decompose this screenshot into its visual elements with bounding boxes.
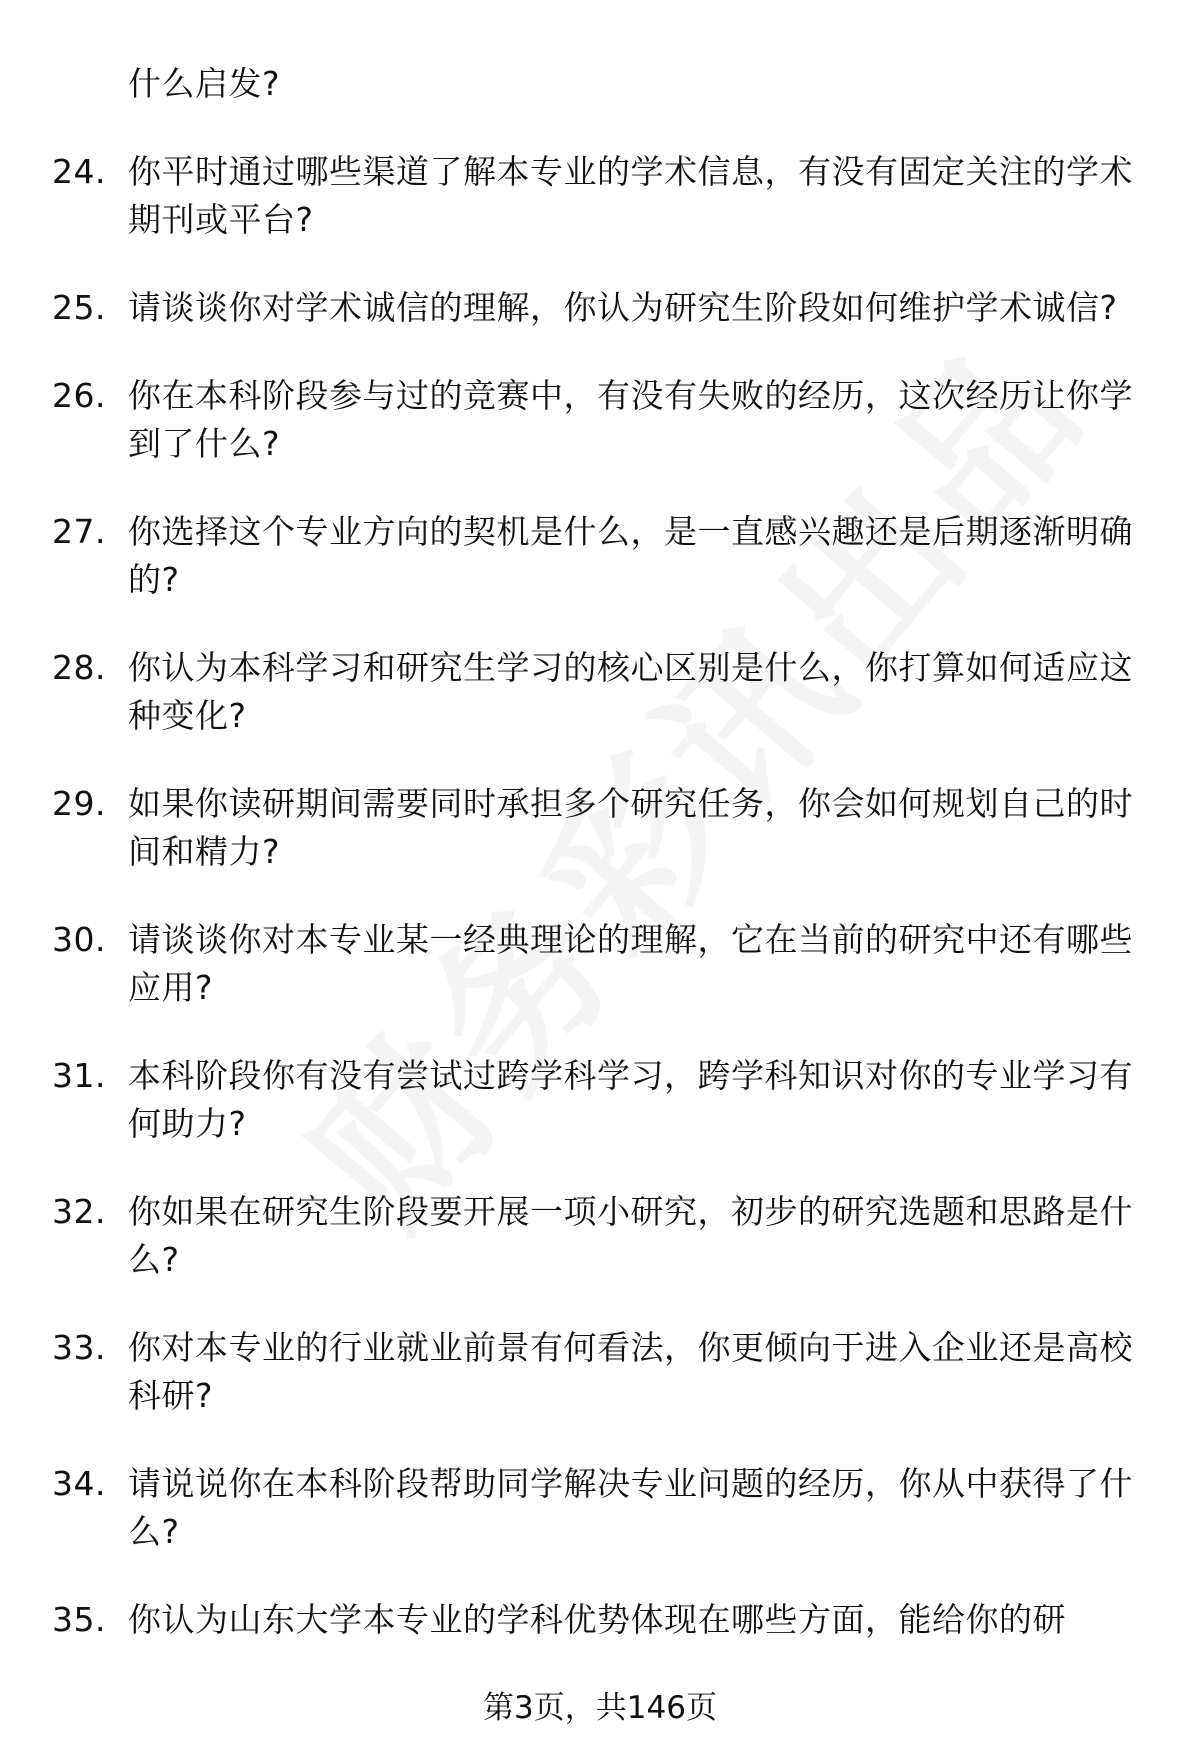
question-number: 32. xyxy=(52,1192,106,1231)
question-text: 本科阶段你有没有尝试过跨学科学习，跨学科知识对你的专业学习有何助力? xyxy=(128,1056,1133,1143)
question-number: 26. xyxy=(52,376,106,415)
question-text: 如果你读研期间需要同时承担多个研究任务，你会如何规划自己的时间和精力? xyxy=(128,784,1133,871)
question-item-24 xyxy=(52,148,1152,244)
question-text: 你在本科阶段参与过的竞赛中，有没有失败的经历，这次经历让你学到了什么? xyxy=(128,376,1133,463)
question-text: 你认为山东大学本专业的学科优势体现在哪些方面，能给你的研 xyxy=(128,1600,1066,1639)
page-indicator: 第3页，共146页 xyxy=(483,1690,717,1726)
question-item-26 xyxy=(52,372,1152,468)
question-text: 你选择这个专业方向的契机是什么，是一直感兴趣还是后期逐渐明确的? xyxy=(128,512,1133,599)
question-item-32 xyxy=(52,1188,1152,1284)
question-item-33 xyxy=(52,1324,1152,1420)
question-number: 28. xyxy=(52,648,106,687)
question-text: 你认为本科学习和研究生学习的核心区别是什么，你打算如何适应这种变化? xyxy=(128,648,1133,735)
question-number: 25. xyxy=(52,288,106,327)
question-item-31 xyxy=(52,1052,1152,1148)
question-item-35 xyxy=(52,1596,1152,1644)
continuation-text: 什么启发? xyxy=(128,64,281,103)
question-item-29 xyxy=(52,780,1152,876)
question-text: 你对本专业的行业就业前景有何看法，你更倾向于进入企业还是高校科研? xyxy=(128,1328,1133,1415)
question-number: 35. xyxy=(52,1600,106,1639)
question-item-34 xyxy=(52,1460,1152,1556)
question-number: 31. xyxy=(52,1056,106,1095)
question-text: 你如果在研究生阶段要开展一项小研究，初步的研究选题和思路是什么? xyxy=(128,1192,1133,1279)
question-number: 34. xyxy=(52,1464,106,1503)
question-text: 请说说你在本科阶段帮助同学解决专业问题的经历，你从中获得了什么? xyxy=(128,1464,1133,1551)
question-text: 你平时通过哪些渠道了解本专业的学术信息，有没有固定关注的学术期刊或平台? xyxy=(128,152,1133,239)
question-number: 27. xyxy=(52,512,106,551)
question-text: 请谈谈你对学术诚信的理解，你认为研究生阶段如何维护学术诚信? xyxy=(128,288,1118,327)
question-text: 请谈谈你对本专业某一经典理论的理解，它在当前的研究中还有哪些应用? xyxy=(128,920,1133,1007)
question-item-27 xyxy=(52,508,1152,604)
question-list xyxy=(52,60,1152,1684)
question-item-28 xyxy=(52,644,1152,740)
question-number: 33. xyxy=(52,1328,106,1367)
question-number: 29. xyxy=(52,784,106,823)
question-number: 30. xyxy=(52,920,106,959)
question-item-25 xyxy=(52,284,1152,332)
question-item-30 xyxy=(52,916,1152,1012)
question-number: 24. xyxy=(52,152,106,191)
